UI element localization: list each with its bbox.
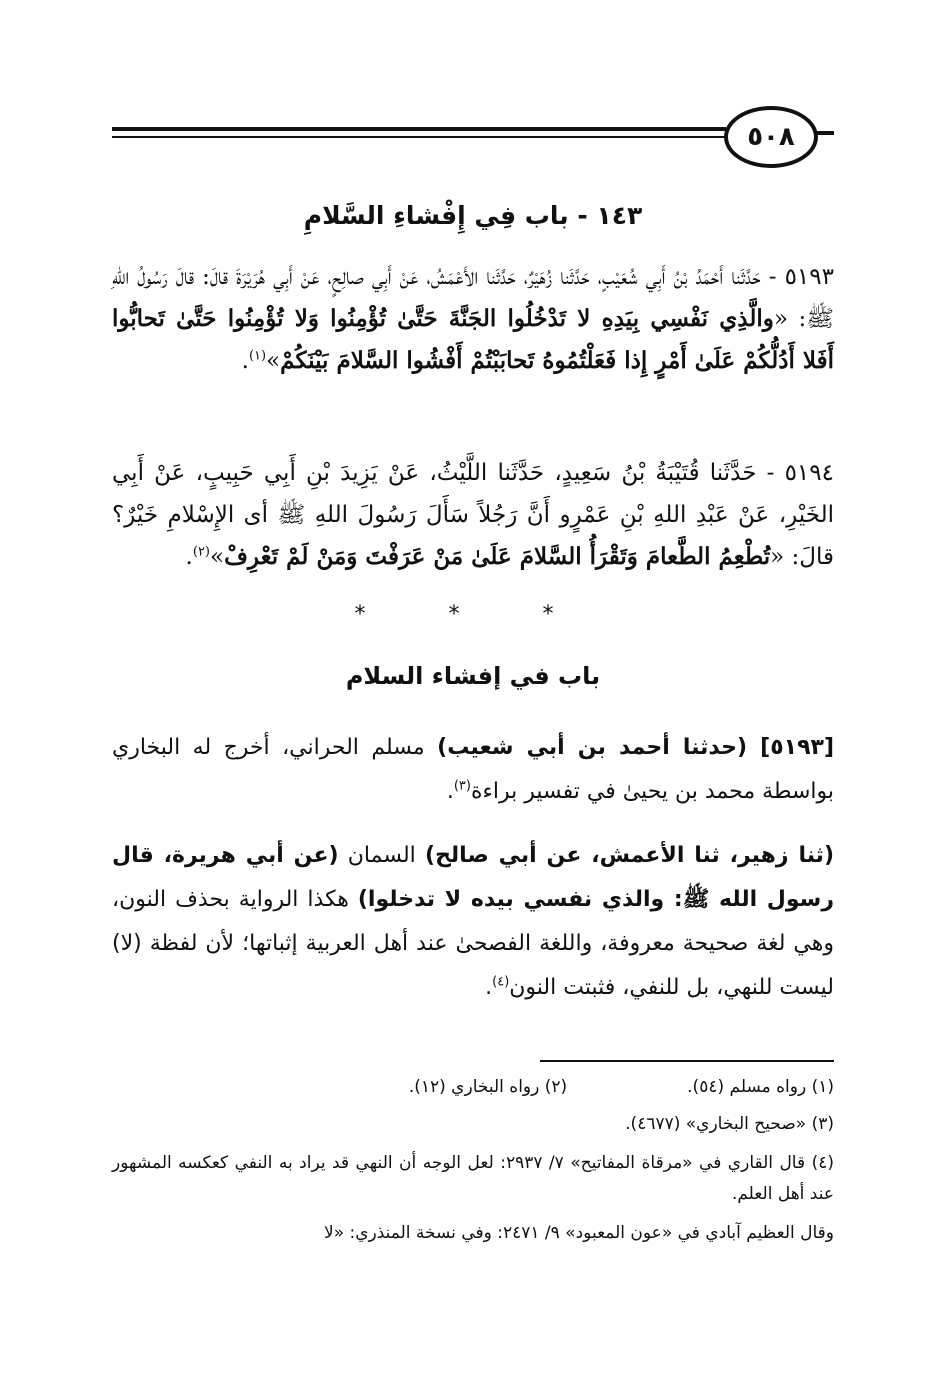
hadith-5193 [112, 256, 834, 382]
hadith-5194-end: . [185, 544, 193, 570]
footnote-3: (٣) «صحيح البخاري» (٤٦٧٧). [625, 1114, 834, 1134]
hadith-5194 [112, 452, 834, 578]
hadith-5193-matn: والَّذِي نَفْسِي بِيَدِهِ لا تَدْخُلُوا الجَنَّةَ حَتَّىٰ تُؤْمِنُوا وَلا تُؤْمِنُوا حَتَّىٰ تَحابُّوا أَفَلا أَدُلُّكُمْ عَلَىٰ أَمْرٍ إِذا فَعَلْتُمُوهُ تَحابَبْتُمْ أَفْشُوا السَّلامَ بَيْنَكُمْ [112, 305, 834, 374]
footnote-ref-2: (٢) [192, 544, 210, 560]
commentary-paragraph-1 [112, 726, 834, 814]
footnotes [112, 1072, 834, 1249]
hadith-5194-matn: تُطْعِمُ الطَّعامَ وَتَقْرَأُ السَّلامَ عَلَىٰ مَنْ عَرَفْتَ وَمَنْ لَمْ تَعْرِفْ [224, 543, 771, 570]
hadith-5194-isnad: ٥١٩٤ - حَدَّثَنا قُتَيْبَةُ بْنُ سَعِيدٍ، حَدَّثَنا اللَّيْثُ، عَنْ يَزِيدَ بْنِ أَبِي حَبِيبٍ، عَنْ أَبِي الخَيْرِ، عَنْ عَبْدِ اللهِ بْنِ عَمْرٍو أَنَّ رَجُلاً سَأَلَ رَسُولَ اللهِ ﷺ أى الإِسْلامِ خَيْرٌ؟ قالَ: « [112, 460, 834, 570]
chapter-title: ١٤٣ - باب فِي إِفْشاءِ السَّلامِ [303, 201, 643, 230]
footnote-row-1-2 [112, 1072, 834, 1103]
page-number: ٥٠٨ [724, 106, 818, 168]
footnote-ref-1: (١) [248, 348, 267, 364]
footnote-ref-4: (٤) [492, 974, 510, 990]
commentary-title: باب في إفشاء السلام [345, 662, 601, 690]
header-rule-top [112, 127, 726, 131]
header-rule-bottom [112, 136, 726, 138]
footnote-1: (١) رواه مسلم (٥٤). [687, 1077, 834, 1097]
hadith-5193-isnad: ٥١٩٣ - حَدَّثَنا أَحْمَدُ بْنُ أَبِي شُعَيْبٍ، حَدَّثَنا زُهَيْرٌ، حَدَّثَنا الأَعْمَشُ، عَنْ أَبِي صالِحٍ، عَنْ أَبِي هُرَيْرَةَ قالَ: قالَ رَسُولُ اللهِ ﷺ: « [112, 264, 834, 332]
footnote-4: (٤) قال القاري في «مرقاة المفاتيح» ٧/ ٢٩٣٧: لعل الوجه أن النهي قد يراد به النفي كعكسه المشهور عند أهل العلم. [112, 1153, 834, 1204]
section-separator: * * * [354, 602, 592, 627]
footnote-5: وقال العظيم آبادي في «عون المعبود» ٩/ ٢٤٧١: وفي نسخة المنذري: «لا [324, 1223, 834, 1243]
commentary-2-text-2: هكذا الرواية بحذف النون، وهي لغة صحيحة معروفة، واللغة الفصحىٰ عند أهل العربية إثباتها؛ لأن لفظة (لا) ليست للنهي، بل للنفي، فثبتت النون [112, 887, 834, 1000]
commentary-1-text: مسلم الحراني، أخرج له البخاري بواسطة محمد بن يحيىٰ في تفسير براءة [112, 735, 834, 804]
footnote-ref-3: (٣) [453, 778, 471, 794]
commentary-paragraph-2 [112, 834, 834, 1010]
commentary-2-lemma-2: (عن أبي هريرة، قال رسول الله ﷺ: والذي نفسي بيده لا تدخلوا) [112, 843, 834, 912]
commentary-1-lemma: [٥١٩٣] (حدثنا أحمد بن أبي شعيب) [437, 735, 834, 760]
footnote-2: (٢) رواه البخاري (١٢). [408, 1077, 568, 1097]
footnote-divider [540, 1060, 834, 1062]
hadith-5193-end: . [241, 348, 249, 374]
hadith-5193-close: » [266, 348, 281, 374]
commentary-2-text-1: السمان [338, 843, 426, 868]
commentary-2-end: . [485, 975, 493, 1000]
commentary-1-end: . [446, 779, 454, 804]
commentary-2-lemma-1: (ثنا زهير، ثنا الأعمش، عن أبي صالح) [425, 843, 834, 868]
hadith-5194-close: » [210, 544, 225, 570]
